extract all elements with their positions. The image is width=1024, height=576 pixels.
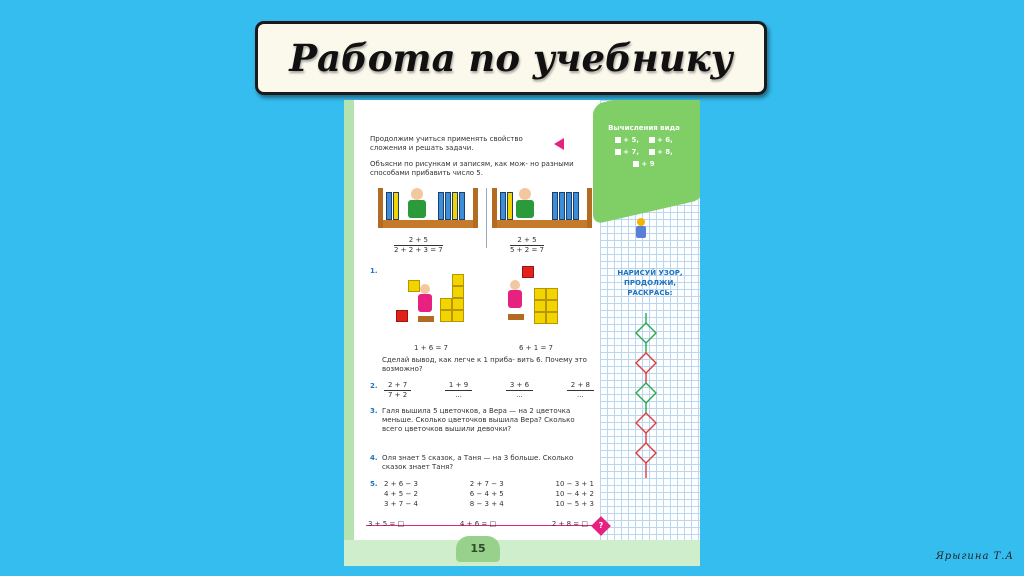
task5-expr: 10 − 4 + 2 [555,490,594,498]
task4-text: Оля знает 5 сказок, а Таня — на 3 больше. Сколько сказок знает Таня? [382,454,574,471]
task5-expr: 8 − 3 + 4 [469,500,504,508]
task1-expr-right: 6 + 1 = 7 [519,344,553,352]
task1-number: 1. [370,267,378,275]
task5-expr: 6 − 4 + 5 [469,490,504,498]
divider [486,188,487,248]
explain-text: Объясни по рисункам и записям, как мож- но разными способами прибавить число 5. [370,160,574,177]
question-marker-icon: ? [591,516,611,536]
bookshelf-right-illustration [492,186,592,228]
pink-marker-icon [554,138,564,150]
banner-item: + 5, [623,136,639,144]
task1-text: Сделай вывод, как легче к 1 приба- вить 6. Почему это возможно? [382,356,587,373]
task1-expr-left: 1 + 6 = 7 [414,344,448,352]
task2-item: $\frac{2 + 8}{...}$ [567,381,594,400]
task2-number: 2. [370,382,378,390]
task5-expr: 10 − 3 + 1 [555,480,594,488]
task5-expr: 3 + 7 − 4 [384,500,418,508]
bottom-expr: 3 + 5 = □ [368,520,405,528]
task5-number: 5. [370,480,378,488]
task2-item: $\frac{3 + 6}{...}$ [506,381,533,400]
textbook-page [344,100,700,566]
draw-pattern-label: НАРИСУЙ УЗОР, ПРОДОЛЖИ, РАСКРАСЬ: [617,269,683,297]
zigzag-pattern-illustration [626,313,666,483]
bottom-expr: 4 + 6 = □ [459,520,497,528]
task2-item: $\frac{2 + 7}{7 + 2}$ [384,381,411,400]
banner-item: + 7, [623,148,639,156]
cubes-right-illustration [504,262,584,336]
page-number: 15 [456,536,500,562]
task3-text: Галя вышила 5 цветочков, а Вера — на 2 цветочка меньше. Сколько цветочков вышила Вера? Сколько всего цветочков вышили девочки? [382,407,575,433]
banner-item: + 8, [657,148,673,156]
task3-number: 3. [370,407,378,415]
task5-expr: 10 − 5 + 3 [555,500,594,508]
pic-expression-right: $\frac{2 + 5}{5 + 2 = 7}$ [510,236,544,254]
task5-expr: 2 + 7 − 3 [469,480,504,488]
task2-item: $\frac{1 + 9}{...}$ [445,381,472,400]
title-banner [255,21,767,95]
cubes-left-illustration [394,270,474,336]
bookshelf-left-illustration [378,186,478,228]
pic-expression-left: $\frac{2 + 5}{2 + 2 + 3 = 7}$ [394,236,443,254]
task5-grid [384,480,594,509]
bottom-expr: 2 + 8 = □ [551,520,588,528]
banner-item: + 6, [657,136,673,144]
bottom-row [368,520,588,529]
side-banner-text [596,122,692,170]
intro-text: Продолжим учиться применять свойство сложения и решать задачи. [370,135,523,152]
page-bottom-band [344,540,700,566]
slide-title: Работа по учебнику [289,36,733,80]
task4-number: 4. [370,454,378,462]
little-person-icon [634,218,648,248]
side-banner-title: Вычисления вида [608,124,680,132]
task5-expr: 4 + 5 − 2 [384,490,418,498]
task2-row [384,381,594,400]
banner-item: + 9 [641,160,655,168]
task5-expr: 2 + 6 − 3 [384,480,418,488]
page-left-margin [344,100,354,566]
author-credit: Ярыгина Т.А [935,551,1014,562]
